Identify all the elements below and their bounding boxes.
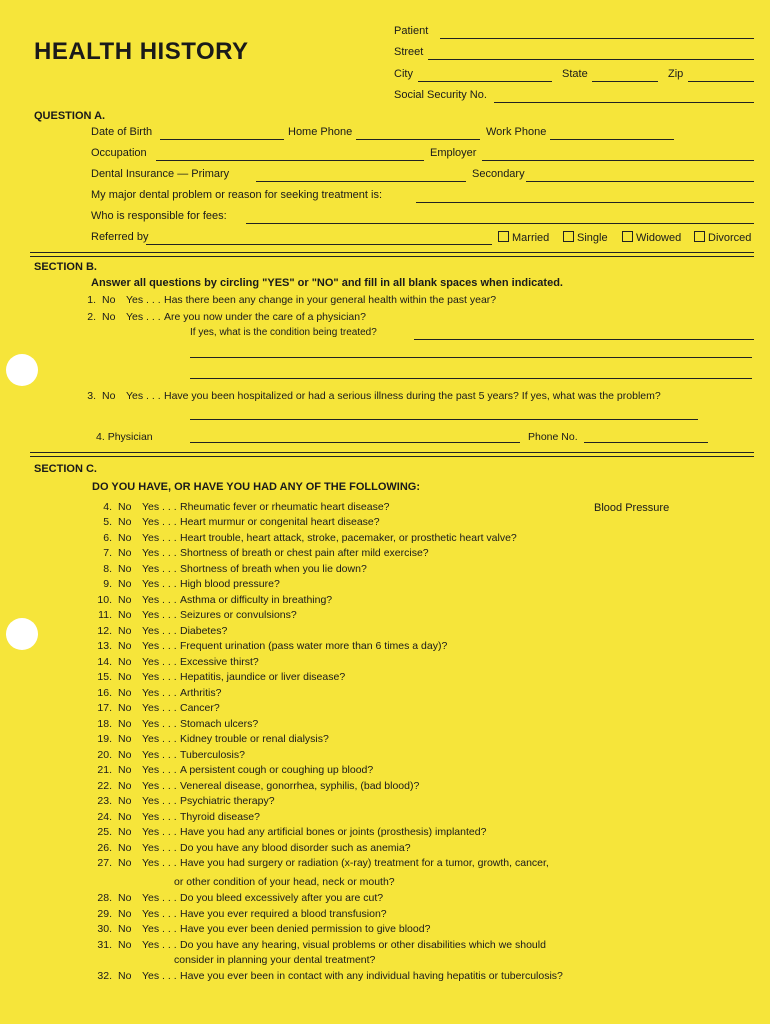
- question-row: [78, 594, 332, 606]
- no-option[interactable]: No: [118, 640, 132, 652]
- problem-field[interactable]: [416, 202, 754, 203]
- q3-field[interactable]: [190, 419, 698, 420]
- yes-option[interactable]: Yes . . .: [142, 939, 177, 951]
- question-text: Cancer?: [180, 702, 220, 714]
- question-text: Shortness of breath or chest pain after mild exercise?: [180, 547, 429, 559]
- question-row: [78, 501, 390, 513]
- yes-option[interactable]: Yes . . .: [142, 826, 177, 838]
- question-text: Excessive thirst?: [180, 656, 259, 668]
- yes-option[interactable]: Yes . . .: [142, 733, 177, 745]
- patient-field[interactable]: [440, 38, 754, 39]
- no-option[interactable]: No: [102, 311, 116, 323]
- form-title: HEALTH HISTORY: [34, 38, 249, 65]
- no-option[interactable]: No: [118, 609, 132, 621]
- referred-label: Referred by: [91, 231, 149, 243]
- no-option[interactable]: No: [118, 594, 132, 606]
- question-row: [78, 625, 227, 637]
- question-row: [78, 702, 220, 714]
- question-row: [78, 733, 329, 745]
- no-option[interactable]: No: [102, 390, 116, 402]
- phone-no-label: Phone No.: [528, 431, 578, 443]
- question-number: 27.: [97, 857, 112, 869]
- question-number: 25.: [97, 826, 112, 838]
- no-option[interactable]: No: [118, 939, 132, 951]
- no-option[interactable]: No: [118, 516, 132, 528]
- question-number: 19.: [97, 733, 112, 745]
- question-row: [78, 970, 563, 982]
- state-field[interactable]: [592, 81, 658, 82]
- question-text: Psychiatric therapy?: [180, 795, 275, 807]
- question-number: 22.: [97, 780, 112, 792]
- no-option[interactable]: No: [118, 842, 132, 854]
- question-row: [78, 547, 429, 559]
- no-option[interactable]: No: [118, 857, 132, 869]
- dob-field[interactable]: [160, 139, 284, 140]
- question-row: [78, 826, 486, 838]
- occupation-label: Occupation: [91, 147, 147, 159]
- question-number: 14.: [97, 656, 112, 668]
- yes-option[interactable]: Yes . . .: [126, 390, 161, 402]
- punch-hole: [6, 618, 38, 650]
- question-text: Have you had surgery or radiation (x-ray) treatment for a tumor, growth, cancer,: [180, 857, 549, 869]
- question-row: 1. No Yes . . . Has there been any change in your general health within the past year?: [87, 294, 497, 306]
- question-text: Kidney trouble or renal dialysis?: [180, 733, 329, 745]
- question-a-label: QUESTION A.: [34, 110, 106, 122]
- q2-followup-label: If yes, what is the condition being treated?: [190, 327, 377, 338]
- question-number: 24.: [97, 811, 112, 823]
- dob-label: Date of Birth: [91, 126, 153, 138]
- occupation-field[interactable]: [156, 160, 424, 161]
- employer-field[interactable]: [482, 160, 754, 161]
- question-row: [78, 671, 345, 683]
- no-option[interactable]: No: [102, 294, 116, 306]
- checkbox-icon[interactable]: [563, 231, 574, 242]
- work-phone-label: Work Phone: [486, 126, 547, 138]
- no-option[interactable]: No: [118, 501, 132, 513]
- question-text: Hepatitis, jaundice or liver disease?: [180, 671, 346, 683]
- question-text: Tuberculosis?: [180, 749, 245, 761]
- street-field[interactable]: [428, 59, 754, 60]
- question-row: [78, 532, 517, 544]
- patient-label: Patient: [394, 25, 429, 37]
- no-option[interactable]: No: [118, 795, 132, 807]
- checkbox-icon[interactable]: [622, 231, 633, 242]
- question-row: [78, 578, 280, 590]
- question-text: Do you have any blood disorder such as anemia?: [180, 842, 411, 854]
- single-label: Single: [577, 232, 608, 244]
- question-row: 2. No Yes . . . Are you now under the care of a physician?: [87, 311, 366, 323]
- dental-primary-field[interactable]: [256, 181, 466, 182]
- question-number: 29.: [97, 908, 112, 920]
- married-option[interactable]: [498, 231, 549, 244]
- q27-continuation: or other condition of your head, neck or mouth?: [174, 876, 395, 888]
- question-number: 4.: [103, 501, 112, 513]
- question-text: Rheumatic fever or rheumatic heart disease?: [180, 501, 390, 513]
- yes-option[interactable]: Yes . . .: [126, 294, 161, 306]
- yes-option[interactable]: Yes . . .: [142, 563, 177, 575]
- no-option[interactable]: No: [118, 687, 132, 699]
- work-phone-field[interactable]: [550, 139, 674, 140]
- question-text: Heart trouble, heart attack, stroke, pacemaker, or prosthetic heart valve?: [180, 532, 517, 544]
- question-number: 7.: [103, 547, 112, 559]
- no-option[interactable]: No: [118, 733, 132, 745]
- secondary-label: Secondary: [472, 168, 525, 180]
- question-number: 17.: [97, 702, 112, 714]
- yes-option[interactable]: Yes . . .: [142, 780, 177, 792]
- no-option[interactable]: No: [118, 532, 132, 544]
- question-row: [78, 795, 275, 807]
- question-row: [78, 656, 259, 668]
- question-row: [78, 811, 260, 823]
- widowed-option[interactable]: [622, 231, 681, 244]
- question-text: Have you had any artificial bones or joints (prosthesis) implanted?: [180, 826, 487, 838]
- question-text: Thyroid disease?: [180, 811, 260, 823]
- physician-label: 4. Physician: [96, 431, 153, 443]
- question-row: 3. No Yes . . . Have you been hospitalized or had a serious illness during the past 5 years? If yes, what was the problem?: [87, 390, 661, 402]
- checkbox-icon[interactable]: [498, 231, 509, 242]
- question-row: [78, 516, 380, 528]
- yes-option[interactable]: Yes . . .: [142, 764, 177, 776]
- question-row: [78, 908, 387, 920]
- dental-primary-label: Dental Insurance — Primary: [91, 168, 230, 180]
- question-row: [78, 857, 549, 869]
- question-number: 16.: [97, 687, 112, 699]
- question-row: [78, 923, 430, 935]
- yes-option[interactable]: Yes . . .: [142, 516, 177, 528]
- no-option[interactable]: No: [118, 780, 132, 792]
- yes-option[interactable]: Yes . . .: [142, 892, 177, 904]
- divorced-label: Divorced: [708, 232, 752, 244]
- yes-option[interactable]: Yes . . .: [142, 970, 177, 982]
- question-number: 26.: [97, 842, 112, 854]
- single-option[interactable]: [563, 231, 608, 244]
- question-text: Arthritis?: [180, 687, 222, 699]
- yes-option[interactable]: Yes . . .: [142, 656, 177, 668]
- physician-field[interactable]: [190, 442, 520, 443]
- question-text: Stomach ulcers?: [180, 718, 259, 730]
- divorced-option[interactable]: [694, 231, 751, 244]
- question-number: 8.: [103, 563, 112, 575]
- section-divider: [30, 452, 754, 457]
- yes-option[interactable]: Yes . . .: [142, 842, 177, 854]
- question-number: 11.: [98, 609, 112, 621]
- question-number: 32.: [97, 970, 112, 982]
- question-row: [78, 718, 258, 730]
- question-row: [78, 609, 297, 621]
- yes-option[interactable]: Yes . . .: [142, 857, 177, 869]
- yes-option[interactable]: Yes . . .: [142, 578, 177, 590]
- yes-option[interactable]: Yes . . .: [142, 501, 177, 513]
- zip-field[interactable]: [688, 81, 754, 82]
- yes-option[interactable]: Yes . . .: [142, 594, 177, 606]
- yes-option[interactable]: Yes . . .: [142, 908, 177, 920]
- q2-followup-field[interactable]: [190, 378, 752, 379]
- zip-label: Zip: [668, 68, 684, 80]
- question-text: Have you ever been in contact with any individual having hepatitis or tuberculosis?: [180, 970, 563, 982]
- question-row: [78, 563, 367, 575]
- question-row: [78, 892, 383, 904]
- no-option[interactable]: No: [118, 625, 132, 637]
- state-label: State: [562, 68, 588, 80]
- section-c-heading: DO YOU HAVE, OR HAVE YOU HAD ANY OF THE FOLLOWING:: [92, 481, 420, 493]
- question-text: Diabetes?: [180, 625, 228, 637]
- question-text: Have you ever been denied permission to give blood?: [180, 923, 431, 935]
- problem-label: My major dental problem or reason for seeking treatment is:: [91, 189, 383, 201]
- referred-field[interactable]: [146, 244, 492, 245]
- question-number: 28.: [97, 892, 112, 904]
- question-text: Shortness of breath when you lie down?: [180, 563, 367, 575]
- q2-followup-field[interactable]: [414, 339, 754, 340]
- no-option[interactable]: No: [118, 908, 132, 920]
- city-field[interactable]: [418, 81, 552, 82]
- punch-hole: [6, 354, 38, 386]
- section-c-label: SECTION C.: [34, 463, 97, 475]
- question-number: 15.: [97, 671, 112, 683]
- question-number: 23.: [97, 795, 112, 807]
- home-phone-field[interactable]: [356, 139, 480, 140]
- question-number: 10.: [97, 594, 112, 606]
- question-text: High blood pressure?: [180, 578, 280, 590]
- no-option[interactable]: No: [118, 656, 132, 668]
- question-row: [78, 640, 447, 652]
- yes-option[interactable]: Yes . . .: [142, 718, 177, 730]
- yes-option[interactable]: Yes . . .: [126, 311, 161, 323]
- question-text: Have you ever required a blood transfusion?: [180, 908, 387, 920]
- employer-label: Employer: [430, 147, 477, 159]
- yes-option[interactable]: Yes . . .: [142, 749, 177, 761]
- yes-option[interactable]: Yes . . .: [142, 811, 177, 823]
- city-label: City: [394, 68, 413, 80]
- question-text: Do you bleed excessively after you are cut?: [180, 892, 384, 904]
- question-row: [78, 749, 245, 761]
- no-option[interactable]: No: [118, 702, 132, 714]
- yes-option[interactable]: Yes . . .: [142, 532, 177, 544]
- question-number: 9.: [103, 578, 112, 590]
- no-option[interactable]: No: [118, 671, 132, 683]
- question-text: Seizures or convulsions?: [180, 609, 297, 621]
- question-text: Frequent urination (pass water more than 6 times a day)?: [180, 640, 448, 652]
- question-row: [78, 764, 373, 776]
- q31-continuation: consider in planning your dental treatment?: [174, 954, 376, 966]
- question-number: 13.: [97, 640, 112, 652]
- yes-option[interactable]: Yes . . .: [142, 625, 177, 637]
- no-option[interactable]: No: [118, 578, 132, 590]
- no-option[interactable]: No: [118, 718, 132, 730]
- question-text: A persistent cough or coughing up blood?: [180, 764, 374, 776]
- no-option[interactable]: No: [118, 892, 132, 904]
- section-divider: [30, 252, 754, 257]
- blood-pressure-label: Blood Pressure: [594, 502, 670, 514]
- yes-option[interactable]: Yes . . .: [142, 687, 177, 699]
- ssn-label: Social Security No.: [394, 89, 487, 101]
- street-label: Street: [394, 46, 424, 58]
- no-option[interactable]: No: [118, 811, 132, 823]
- no-option[interactable]: No: [118, 970, 132, 982]
- question-number: 30.: [97, 923, 112, 935]
- no-option[interactable]: No: [118, 923, 132, 935]
- yes-option[interactable]: Yes . . .: [142, 702, 177, 714]
- question-number: 12.: [97, 625, 112, 637]
- widowed-label: Widowed: [636, 232, 682, 244]
- ssn-field[interactable]: [494, 102, 754, 103]
- question-number: 6.: [103, 532, 112, 544]
- fees-field[interactable]: [246, 223, 754, 224]
- question-row: [78, 842, 411, 854]
- question-text: Venereal disease, gonorrhea, syphilis, (bad blood)?: [180, 780, 420, 792]
- no-option[interactable]: No: [118, 547, 132, 559]
- q2-followup-field[interactable]: [190, 357, 752, 358]
- yes-option[interactable]: Yes . . .: [142, 795, 177, 807]
- home-phone-label: Home Phone: [288, 126, 353, 138]
- no-option[interactable]: No: [118, 826, 132, 838]
- section-b-instructions: Answer all questions by circling "YES" or "NO" and fill in all blank spaces when indicated.: [91, 277, 563, 289]
- question-row: [78, 780, 419, 792]
- no-option[interactable]: No: [118, 749, 132, 761]
- yes-option[interactable]: Yes . . .: [142, 609, 177, 621]
- no-option[interactable]: No: [118, 764, 132, 776]
- question-number: 21.: [97, 764, 112, 776]
- secondary-field[interactable]: [526, 181, 754, 182]
- yes-option[interactable]: Yes . . .: [142, 671, 177, 683]
- question-text: Asthma or difficulty in breathing?: [180, 594, 333, 606]
- question-number: 20.: [97, 749, 112, 761]
- physician-phone-field[interactable]: [584, 442, 708, 443]
- fees-label: Who is responsible for fees:: [91, 210, 227, 222]
- question-number: 5.: [103, 516, 112, 528]
- section-b-label: SECTION B.: [34, 261, 97, 273]
- checkbox-icon[interactable]: [694, 231, 705, 242]
- yes-option[interactable]: Yes . . .: [142, 923, 177, 935]
- no-option[interactable]: No: [118, 563, 132, 575]
- question-row: [78, 687, 221, 699]
- question-number: 18.: [97, 718, 112, 730]
- question-text: Heart murmur or congenital heart disease?: [180, 516, 380, 528]
- yes-option[interactable]: Yes . . .: [142, 547, 177, 559]
- question-text: Do you have any hearing, visual problems or other disabilities which we should: [180, 939, 546, 951]
- married-label: Married: [512, 232, 550, 244]
- yes-option[interactable]: Yes . . .: [142, 640, 177, 652]
- question-row: [78, 939, 546, 951]
- question-number: 31.: [97, 939, 112, 951]
